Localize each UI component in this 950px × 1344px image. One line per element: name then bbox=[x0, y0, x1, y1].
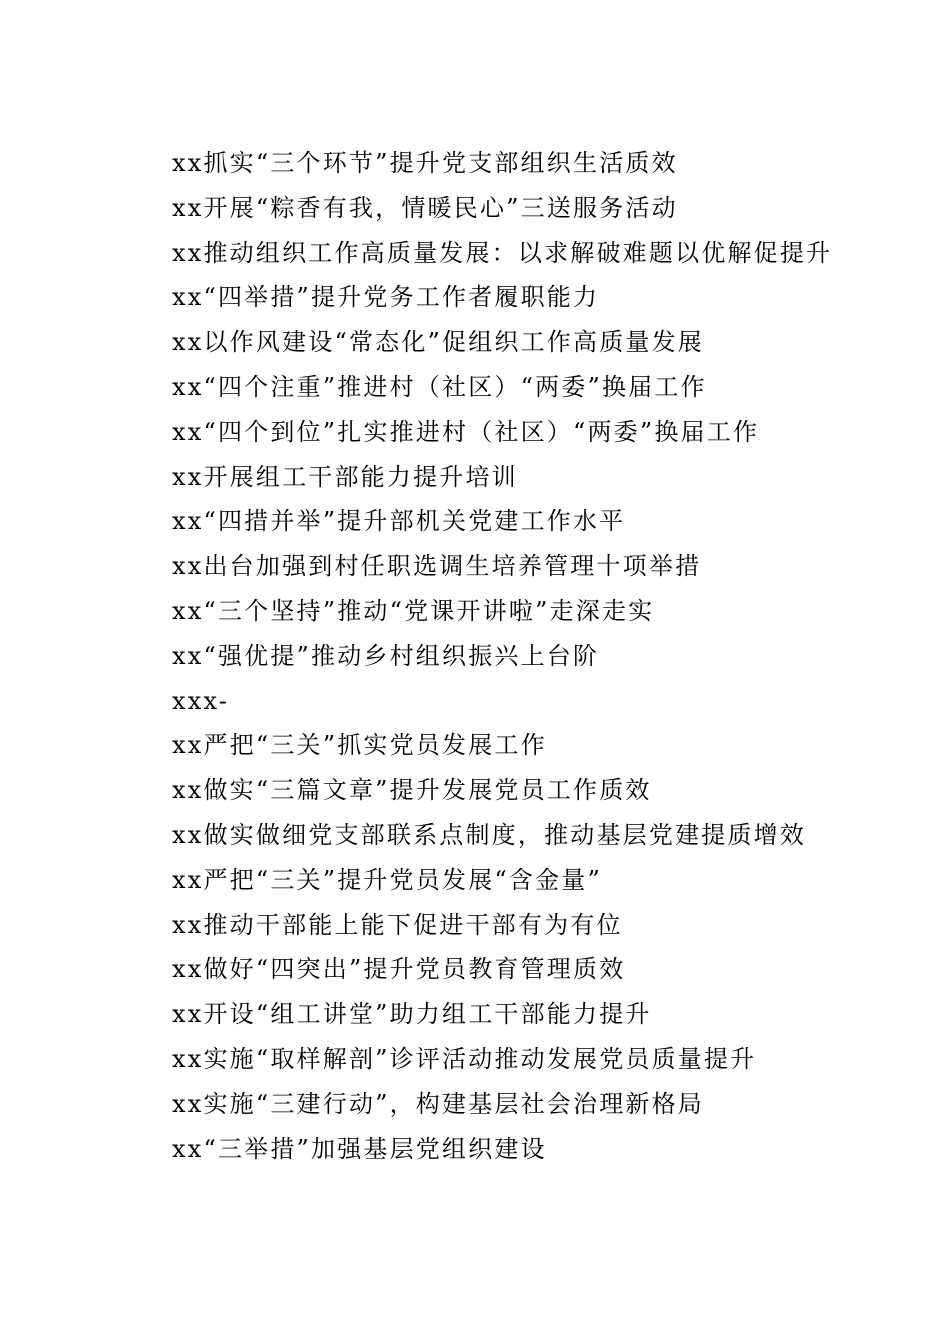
document-line: xx“四个注重”推进村（社区）“两委”换届工作 bbox=[172, 372, 707, 401]
document-line: xx推动干部能上能下促进干部有为有位 bbox=[172, 910, 623, 939]
document-line: xx实施“三建行动”，构建基层社会治理新格局 bbox=[172, 1089, 705, 1118]
document-line: xx做好“四突出”提升党员教育管理质效 bbox=[172, 955, 626, 984]
document-line: xx开展组工干部能力提升培训 bbox=[172, 462, 518, 491]
document-line: xx实施“取样解剖”诊评活动推动发展党员质量提升 bbox=[172, 1044, 757, 1073]
document-line: xx严把“三关”提升党员发展“含金量” bbox=[172, 865, 602, 894]
document-line: xx“四个到位”扎实推进村（社区）“两委”换届工作 bbox=[172, 417, 760, 446]
document-line: xx“三个坚持”推动“党课开讲啦”走深走实 bbox=[172, 596, 655, 625]
document-line: xx做实“三篇文章”提升发展党员工作质效 bbox=[172, 776, 652, 805]
document-line: xx“四措并举”提升部机关党建工作水平 bbox=[172, 507, 626, 536]
document-line: xx“四举措”提升党务工作者履职能力 bbox=[172, 283, 600, 312]
document-line: xxx- bbox=[172, 686, 230, 715]
document-line: xx“三举措”加强基层党组织建设 bbox=[172, 1134, 547, 1163]
document-line: xx出台加强到村任职选调生培养管理十项举措 bbox=[172, 552, 702, 581]
document-line: xx做实做细党支部联系点制度，推动基层党建提质增效 bbox=[172, 820, 807, 849]
document-line: xx“强优提”推动乡村组织振兴上台阶 bbox=[172, 641, 600, 670]
document-line: xx严把“三关”抓实党员发展工作 bbox=[172, 731, 547, 760]
document-body bbox=[172, 141, 912, 1171]
document-line: xx以作风建设“常态化”促组织工作高质量发展 bbox=[172, 328, 705, 357]
document-line: xx抓实“三个环节”提升党支部组织生活质效 bbox=[172, 149, 678, 177]
document-line: xx推动组织工作高质量发展：以求解破难题以优解促提升 bbox=[172, 238, 833, 267]
document-line: xx开设“组工讲堂”助力组工干部能力提升 bbox=[172, 1000, 652, 1029]
document-line: xx开展“粽香有我，情暖民心”三送服务活动 bbox=[172, 193, 678, 222]
